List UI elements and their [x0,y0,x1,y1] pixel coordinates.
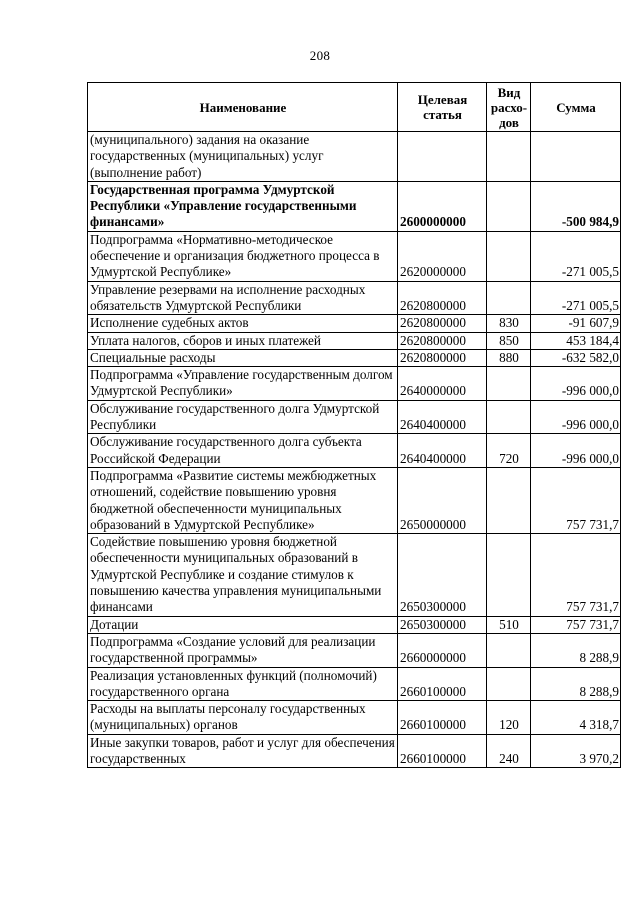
table-row [88,181,621,231]
row-expense-type-cell: 880 [487,349,531,366]
row-sum-cell: -632 582,0 [531,349,621,366]
row-sum-cell: -996 000,0 [531,367,621,401]
table-row [88,467,621,533]
table-row [88,616,621,633]
row-sum-cell: -271 005,5 [531,231,621,281]
row-sum-cell: -271 005,5 [531,281,621,315]
row-sum-cell: 757 731,7 [531,616,621,633]
table-row [88,281,621,315]
table-row [88,349,621,366]
row-name-cell: Обслуживание государственного долга Удмуртской Республики [88,400,398,434]
table-row [88,315,621,332]
row-sum-cell: -996 000,0 [531,434,621,468]
table-row [88,231,621,281]
table-row [88,534,621,616]
row-expense-type-cell [487,400,531,434]
row-expense-type-cell: 850 [487,332,531,349]
header-sum: Сумма [531,83,621,132]
row-name-cell: Подпрограмма «Нормативно-методическое обеспечение и организация бюджетного процесса в Удмуртской Республике» [88,231,398,281]
table-row [88,701,621,735]
row-name-cell: Исполнение судебных актов [88,315,398,332]
header-name: Наименование [88,83,398,132]
table-body [88,132,621,768]
row-expense-type-cell [487,667,531,701]
row-expense-type-cell: 240 [487,734,531,768]
row-sum-cell: -500 984,9 [531,181,621,231]
row-name-cell: Управление резервами на исполнение расходных обязательств Удмуртской Республики [88,281,398,315]
row-sum-cell: -91 607,9 [531,315,621,332]
table-row [88,734,621,768]
budget-table [87,82,621,768]
row-target-article-cell: 2620000000 [398,231,487,281]
table-header-row [88,83,621,132]
row-target-article-cell: 2660100000 [398,701,487,735]
row-target-article-cell: 2620800000 [398,281,487,315]
row-name-cell: Специальные расходы [88,349,398,366]
header-target-article: Целевая статья [398,83,487,132]
table-row [88,434,621,468]
row-target-article-cell: 2640400000 [398,400,487,434]
row-sum-cell: 8 288,9 [531,667,621,701]
row-sum-cell: 3 970,2 [531,734,621,768]
row-name-cell: Обслуживание государственного долга субъекта Российской Федерации [88,434,398,468]
row-expense-type-cell [487,367,531,401]
row-expense-type-cell: 830 [487,315,531,332]
row-expense-type-cell [487,633,531,667]
row-target-article-cell: 2620800000 [398,349,487,366]
row-expense-type-cell: 720 [487,434,531,468]
row-name-cell: Дотации [88,616,398,633]
row-target-article-cell: 2660100000 [398,667,487,701]
row-target-article-cell: 2620800000 [398,332,487,349]
row-target-article-cell: 2620800000 [398,315,487,332]
row-sum-cell: 757 731,7 [531,534,621,616]
row-expense-type-cell: 120 [487,701,531,735]
row-name-cell: Подпрограмма «Создание условий для реализации государственной программы» [88,633,398,667]
table-row [88,132,621,182]
row-name-cell: Подпрограмма «Управление государственным долгом Удмуртской Республики» [88,367,398,401]
row-name-cell: Уплата налогов, сборов и иных платежей [88,332,398,349]
row-sum-cell: 4 318,7 [531,701,621,735]
row-target-article-cell: 2660100000 [398,734,487,768]
row-expense-type-cell [487,181,531,231]
row-expense-type-cell [487,534,531,616]
row-target-article-cell: 2660000000 [398,633,487,667]
row-name-cell: Расходы на выплаты персоналу государственных (муниципальных) органов [88,701,398,735]
row-name-cell: Реализация установленных функций (полномочий) государственного органа [88,667,398,701]
row-name-cell: Иные закупки товаров, работ и услуг для обеспечения государственных [88,734,398,768]
row-sum-cell: 757 731,7 [531,467,621,533]
row-target-article-cell: 2600000000 [398,181,487,231]
page-number: 208 [309,48,331,63]
table-row [88,367,621,401]
table-row [88,400,621,434]
row-target-article-cell: 2640400000 [398,434,487,468]
row-target-article-cell: 2650000000 [398,467,487,533]
row-target-article-cell: 2650300000 [398,534,487,616]
row-sum-cell: -996 000,0 [531,400,621,434]
row-target-article-cell: 2650300000 [398,616,487,633]
table-row [88,633,621,667]
table-row [88,667,621,701]
header-expense-type: Вид расхо-дов [487,83,531,132]
row-target-article-cell [398,132,487,182]
row-expense-type-cell [487,281,531,315]
row-expense-type-cell [487,231,531,281]
row-sum-cell: 453 184,4 [531,332,621,349]
row-name-cell: (муниципального) задания на оказание государственных (муниципальных) услуг (выполнение работ) [88,132,398,182]
row-sum-cell: 8 288,9 [531,633,621,667]
row-expense-type-cell: 510 [487,616,531,633]
row-expense-type-cell [487,467,531,533]
table-row [88,332,621,349]
row-target-article-cell: 2640000000 [398,367,487,401]
row-sum-cell [531,132,621,182]
row-name-cell: Содействие повышению уровня бюджетной обеспеченности муниципальных образований в Удмуртской Республике и создание стимулов к повышению качества управления муниципальными финансами [88,534,398,616]
row-expense-type-cell [487,132,531,182]
row-name-cell: Государственная программа Удмуртской Республики «Управление государственными финансами» [88,181,398,231]
row-name-cell: Подпрограмма «Развитие системы межбюджетных отношений, содействие повышению уровня бюджетной обеспеченности муниципальных образований в Удмуртской Республике» [88,467,398,533]
